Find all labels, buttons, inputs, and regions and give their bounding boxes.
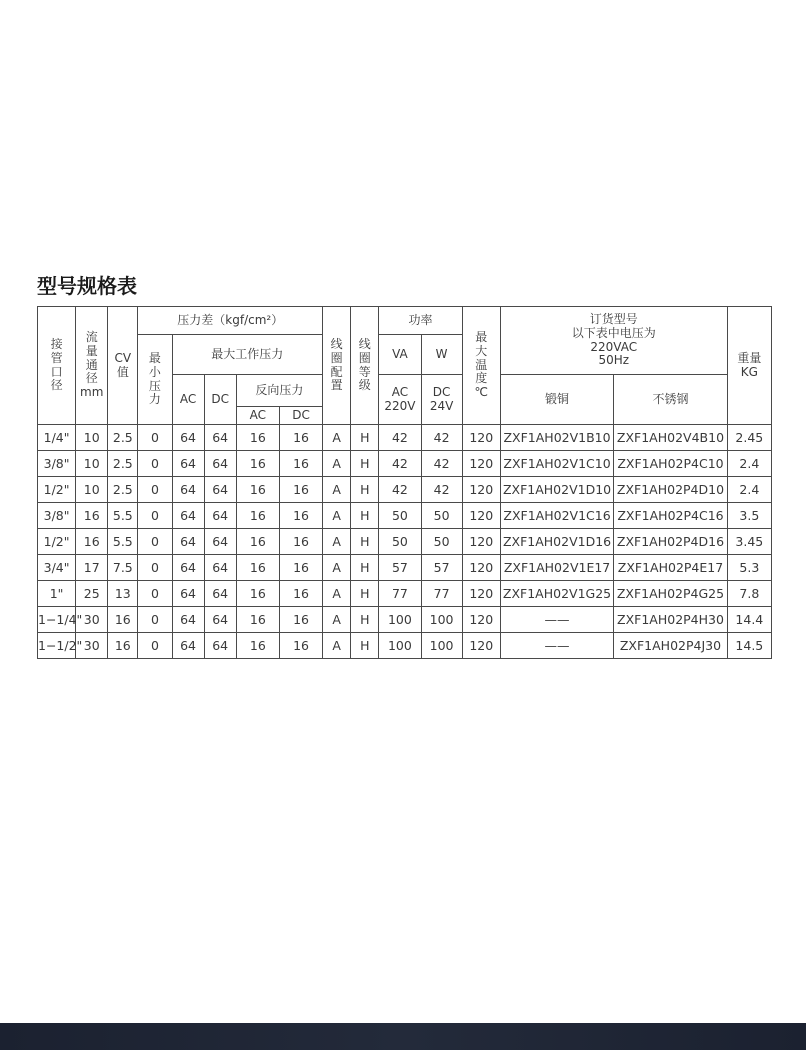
cell-rdc: 16 [279, 503, 322, 529]
cell-weight: 2.4 [727, 451, 771, 477]
cell-va: 50 [379, 503, 421, 529]
cell-temp: 120 [462, 607, 500, 633]
cell-steel: ZXF1AH02P4J30 [614, 633, 727, 659]
cell-ac: 64 [172, 633, 204, 659]
cell-temp: 120 [462, 581, 500, 607]
cell-config: A [323, 529, 351, 555]
cell-weight: 2.45 [727, 425, 771, 451]
cell-ac: 64 [172, 581, 204, 607]
cell-copper: ZXF1AH02V1B10 [500, 425, 613, 451]
cell-grade: H [351, 503, 379, 529]
page-title: 型号规格表 [37, 274, 137, 298]
cell-port: 1/2" [38, 529, 76, 555]
cell-temp: 120 [462, 477, 500, 503]
cell-grade: H [351, 581, 379, 607]
cell-port: 1/2" [38, 477, 76, 503]
cell-port: 1" [38, 581, 76, 607]
cell-va: 100 [379, 607, 421, 633]
cell-w: 100 [421, 607, 462, 633]
cell-cv: 5.5 [108, 529, 138, 555]
footer-bar [0, 1023, 806, 1050]
cell-dc: 64 [204, 477, 236, 503]
header-cv: CV 值 [108, 307, 138, 425]
cell-copper: —— [500, 607, 613, 633]
cell-weight: 14.4 [727, 607, 771, 633]
header-flow: 流 量 通 径 mm [76, 307, 108, 425]
cell-va: 42 [379, 425, 421, 451]
cell-config: A [323, 451, 351, 477]
table-row [38, 451, 772, 477]
cell-weight: 3.45 [727, 529, 771, 555]
cell-flow: 10 [76, 477, 108, 503]
cell-steel: ZXF1AH02P4G25 [614, 581, 727, 607]
cell-steel: ZXF1AH02P4D16 [614, 529, 727, 555]
cell-dc: 64 [204, 425, 236, 451]
cell-copper: ZXF1AH02V1C10 [500, 451, 613, 477]
header-w: W [421, 335, 462, 375]
cell-copper: ZXF1AH02V1C16 [500, 503, 613, 529]
header-ac: AC [172, 375, 204, 425]
cell-grade: H [351, 555, 379, 581]
cell-min: 0 [138, 503, 172, 529]
cell-cv: 2.5 [108, 477, 138, 503]
header-order-group: 订货型号 以下表中电压为 220VAC 50Hz [500, 307, 727, 375]
cell-va: 57 [379, 555, 421, 581]
cell-dc: 64 [204, 529, 236, 555]
header-power-ac: AC 220V [379, 375, 421, 425]
cell-port: 1−1/4" [38, 607, 76, 633]
table-row [38, 503, 772, 529]
cell-weight: 3.5 [727, 503, 771, 529]
cell-rdc: 16 [279, 477, 322, 503]
cell-min: 0 [138, 607, 172, 633]
cell-rac: 16 [236, 581, 279, 607]
cell-ac: 64 [172, 451, 204, 477]
table-row [38, 581, 772, 607]
cell-rdc: 16 [279, 425, 322, 451]
cell-grade: H [351, 451, 379, 477]
cell-flow: 30 [76, 607, 108, 633]
header-stainless: 不锈钢 [614, 375, 727, 425]
cell-steel: ZXF1AH02V4B10 [614, 425, 727, 451]
cell-min: 0 [138, 451, 172, 477]
cell-rac: 16 [236, 425, 279, 451]
cell-cv: 2.5 [108, 451, 138, 477]
cell-port: 3/4" [38, 555, 76, 581]
cell-weight: 7.8 [727, 581, 771, 607]
cell-rdc: 16 [279, 607, 322, 633]
cell-flow: 30 [76, 633, 108, 659]
cell-w: 57 [421, 555, 462, 581]
table-row [38, 425, 772, 451]
cell-port: 1−1/2" [38, 633, 76, 659]
cell-dc: 64 [204, 503, 236, 529]
cell-ac: 64 [172, 425, 204, 451]
cell-rac: 16 [236, 477, 279, 503]
cell-rac: 16 [236, 529, 279, 555]
cell-rac: 16 [236, 633, 279, 659]
cell-copper: ZXF1AH02V1D16 [500, 529, 613, 555]
cell-grade: H [351, 425, 379, 451]
header-max-work: 最大工作压力 [172, 335, 323, 375]
cell-flow: 16 [76, 529, 108, 555]
cell-copper: —— [500, 633, 613, 659]
cell-w: 77 [421, 581, 462, 607]
cell-w: 50 [421, 529, 462, 555]
cell-config: A [323, 607, 351, 633]
cell-config: A [323, 555, 351, 581]
cell-min: 0 [138, 633, 172, 659]
header-coil-config: 线 圈 配 置 [323, 307, 351, 425]
cell-port: 3/8" [38, 503, 76, 529]
cell-steel: ZXF1AH02P4C10 [614, 451, 727, 477]
cell-weight: 14.5 [727, 633, 771, 659]
header-coil-grade: 线 圈 等 级 [351, 307, 379, 425]
table-row [38, 633, 772, 659]
cell-temp: 120 [462, 451, 500, 477]
cell-cv: 2.5 [108, 425, 138, 451]
header-power: 功率 [379, 307, 462, 335]
header-va: VA [379, 335, 421, 375]
cell-cv: 13 [108, 581, 138, 607]
cell-ac: 64 [172, 503, 204, 529]
cell-dc: 64 [204, 581, 236, 607]
cell-config: A [323, 425, 351, 451]
cell-rdc: 16 [279, 581, 322, 607]
cell-dc: 64 [204, 451, 236, 477]
cell-rac: 16 [236, 555, 279, 581]
cell-steel: ZXF1AH02P4E17 [614, 555, 727, 581]
cell-steel: ZXF1AH02P4H30 [614, 607, 727, 633]
cell-config: A [323, 581, 351, 607]
cell-grade: H [351, 477, 379, 503]
cell-config: A [323, 477, 351, 503]
cell-grade: H [351, 633, 379, 659]
header-min-pressure: 最 小 压 力 [138, 335, 172, 425]
cell-flow: 10 [76, 425, 108, 451]
cell-copper: ZXF1AH02V1G25 [500, 581, 613, 607]
table-row [38, 529, 772, 555]
cell-weight: 5.3 [727, 555, 771, 581]
cell-min: 0 [138, 555, 172, 581]
cell-ac: 64 [172, 477, 204, 503]
cell-config: A [323, 503, 351, 529]
cell-steel: ZXF1AH02P4C16 [614, 503, 727, 529]
cell-va: 100 [379, 633, 421, 659]
cell-min: 0 [138, 477, 172, 503]
cell-rdc: 16 [279, 633, 322, 659]
cell-va: 50 [379, 529, 421, 555]
cell-va: 77 [379, 581, 421, 607]
table-row [38, 477, 772, 503]
cell-temp: 120 [462, 555, 500, 581]
cell-temp: 120 [462, 503, 500, 529]
cell-config: A [323, 633, 351, 659]
cell-port: 3/8" [38, 451, 76, 477]
table-row [38, 607, 772, 633]
cell-grade: H [351, 607, 379, 633]
cell-rac: 16 [236, 607, 279, 633]
cell-temp: 120 [462, 529, 500, 555]
spec-table [37, 306, 772, 659]
cell-flow: 10 [76, 451, 108, 477]
header-forged-copper: 锻铜 [500, 375, 613, 425]
cell-va: 42 [379, 451, 421, 477]
cell-ac: 64 [172, 555, 204, 581]
cell-cv: 16 [108, 607, 138, 633]
cell-w: 42 [421, 477, 462, 503]
cell-min: 0 [138, 581, 172, 607]
cell-w: 100 [421, 633, 462, 659]
cell-cv: 5.5 [108, 503, 138, 529]
cell-dc: 64 [204, 607, 236, 633]
header-pressure-group: 压力差（kgf/cm²） [138, 307, 323, 335]
header-power-dc: DC 24V [421, 375, 462, 425]
table-row [38, 555, 772, 581]
cell-va: 42 [379, 477, 421, 503]
cell-dc: 64 [204, 555, 236, 581]
header-port: 接 管 口 径 [38, 307, 76, 425]
cell-port: 1/4" [38, 425, 76, 451]
cell-rac: 16 [236, 503, 279, 529]
cell-ac: 64 [172, 529, 204, 555]
cell-cv: 7.5 [108, 555, 138, 581]
cell-ac: 64 [172, 607, 204, 633]
cell-rdc: 16 [279, 529, 322, 555]
cell-flow: 16 [76, 503, 108, 529]
cell-min: 0 [138, 529, 172, 555]
header-weight: 重量 KG [727, 307, 771, 425]
cell-cv: 16 [108, 633, 138, 659]
header-reverse: 反向压力 [236, 375, 322, 407]
cell-min: 0 [138, 425, 172, 451]
cell-flow: 17 [76, 555, 108, 581]
cell-rdc: 16 [279, 451, 322, 477]
cell-steel: ZXF1AH02P4D10 [614, 477, 727, 503]
cell-w: 42 [421, 425, 462, 451]
cell-rdc: 16 [279, 555, 322, 581]
header-max-temp: 最 大 温 度 ℃ [462, 307, 500, 425]
header-reverse-dc: DC [279, 407, 322, 425]
cell-temp: 120 [462, 425, 500, 451]
cell-temp: 120 [462, 633, 500, 659]
cell-copper: ZXF1AH02V1E17 [500, 555, 613, 581]
cell-flow: 25 [76, 581, 108, 607]
header-dc: DC [204, 375, 236, 425]
cell-dc: 64 [204, 633, 236, 659]
header-reverse-ac: AC [236, 407, 279, 425]
cell-rac: 16 [236, 451, 279, 477]
cell-w: 42 [421, 451, 462, 477]
cell-w: 50 [421, 503, 462, 529]
cell-grade: H [351, 529, 379, 555]
cell-copper: ZXF1AH02V1D10 [500, 477, 613, 503]
cell-weight: 2.4 [727, 477, 771, 503]
